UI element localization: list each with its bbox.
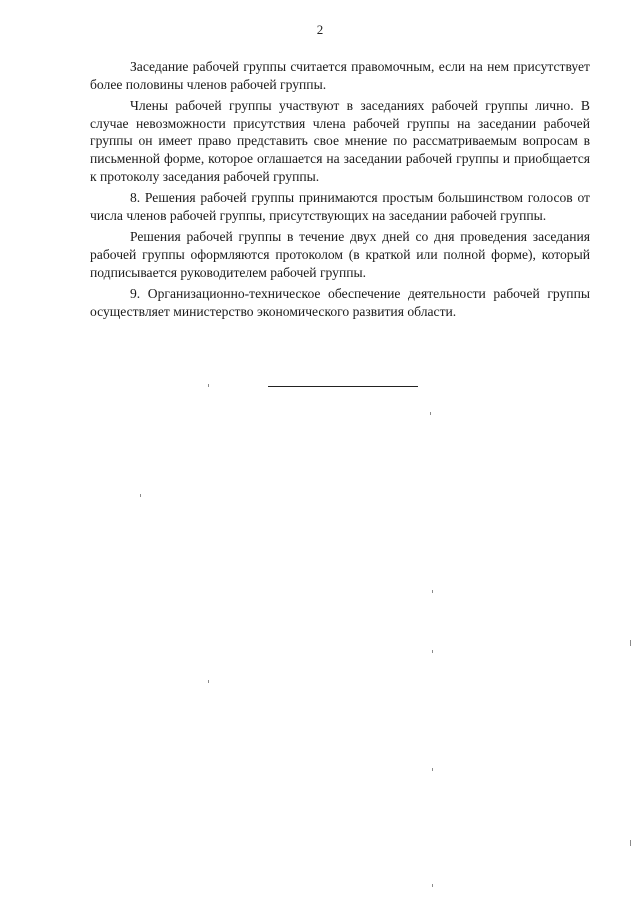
- scan-speck: [208, 384, 209, 387]
- scan-speck: [432, 884, 433, 887]
- scan-speck: [208, 680, 209, 683]
- page-number: 2: [316, 22, 324, 37]
- scan-speck: [630, 840, 631, 846]
- scan-speck: [432, 768, 433, 771]
- paragraph-clause-9-support: 9. Организационно-техническое обеспечение деятельности рабочей группы осуществляет министерство экономического развития области.: [90, 286, 590, 319]
- scan-speck: [140, 494, 141, 497]
- paragraph-quorum: Заседание рабочей группы считается правомочным, если на нем присутствует более половины членов рабочей группы.: [90, 59, 590, 92]
- document-body: [90, 58, 590, 324]
- paragraph-clause-8-decisions: 8. Решения рабочей группы принимаются простым большинством голосов от числа членов рабочей группы, присутствующих на заседании рабочей группы.: [90, 190, 590, 223]
- paragraph-decisions-protocol: Решения рабочей группы в течение двух дней со дня проведения заседания рабочей группы оформляются протоколом (в краткой или полной форме), который подписывается руководителем рабочей группы.: [90, 229, 590, 280]
- scan-speck: [432, 590, 433, 593]
- scan-speck: [432, 650, 433, 653]
- paragraph-personal-participation: Члены рабочей группы участвуют в заседаниях рабочей группы лично. В случае невозможности присутствия члена рабочей группы на заседании рабочей группы он имеет право представить свое мнение по рассматриваемым вопросам в письменной форме, которое оглашается на заседании рабочей группы и приобщается к протоколу заседания рабочей группы.: [90, 98, 590, 184]
- end-divider-line: [268, 386, 418, 387]
- scan-speck: [630, 640, 631, 646]
- scan-speck: [430, 412, 431, 415]
